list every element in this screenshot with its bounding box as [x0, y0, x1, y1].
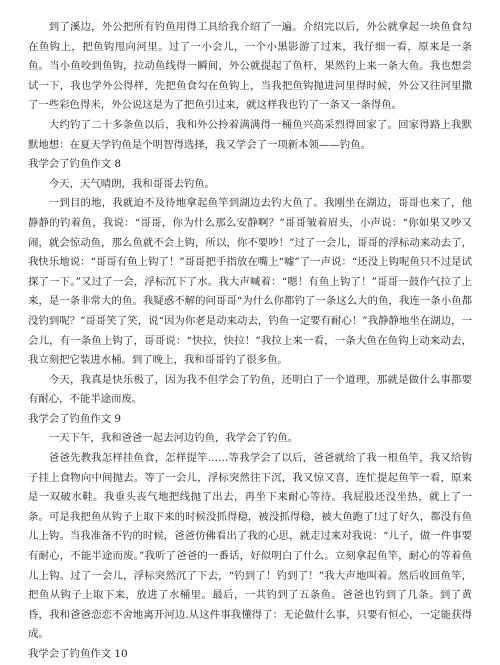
paragraph: 今天，天气晴朗，我和哥哥去钓鱼。 — [48, 177, 216, 190]
paragraph: 大约钓了二十多条鱼以后，我和外公拎着满满得一桶鱼兴高采烈得回家了。回家得路上我默默地想：在夏天学钓鱼是个明智得选择，我又学会了一项新本领——钓鱼。 — [28, 118, 472, 151]
paragraph: 爸爸先教我怎样挂鱼食，怎样提竿……等我学会了以后，爸爸就给了我一根鱼竿，我又给钩子挂上食物向中间抛去。等了一会儿，浮标突然往下沉，我又惊又喜，连忙提起鱼竿一看，原来是一双破水鞋。我垂头丧气地把线抛了出去，再坐下来耐心等待。我屁股还没坐热，就上了一条。可是我把鱼从钩子上取下来的时候没抓得稳，被没抓得稳，被大鱼跑了!过了好久，都没有鱼儿上钩。当我准备不钓的时候，爸爸仿佛看出了我的心思，就走过来对我说：“儿子，做一件事要有耐心，不能半途而废。”我听了爸爸的一番话，好似明白了什么。立刻拿起鱼竿，耐心的等着鱼儿上钩。过了一会儿，浮标突然沉了下去，“钓到了！钓到了！”我大声地叫着。然后收回鱼竿，把鱼从钩子上取下来，放进了水桶里。最后，一共钓到了五条鱼。爸爸也钓到了几条。到了黄昏，我和爸爸恋恋不舍地离开河边.从这件事我懂得了：无论做什么事，只要有恒心，一定能获得成。 — [28, 452, 472, 641]
paragraph: 到了溪边，外公把所有钓鱼用得工具给我介绍了一遍。介绍完以后，外公就拿起一块鱼食勾在鱼钩上，把鱼钩甩向河里。过了一小会儿，一个小黑影游了过来，我仔细一看，原来是一条鱼。当小鱼咬到鱼钩，拉动鱼线得一瞬间，外公就提起了鱼杆，果然钓上来一条大鱼。我也想尝试一下，我也学外公得样，先把鱼食勾在鱼钩上，当我把鱼钩抛进河里得时候，外公又往河里撒了一些彩色得米，外公说这是为了把鱼引过来，就这样我也钓了一条又一条得鱼。 — [28, 21, 472, 112]
section-heading: 我学会了钓鱼作文 8 — [28, 158, 122, 171]
paragraph: 一到目的地，我就迫不及待地拿起鱼竿到湖边去钓大鱼了。我刚坐在湖边，哥哥也来了，他静静的钓着鱼，我说：“哥哥，你为什么那么安静啊？”哥哥皱着眉头，小声说：“你如果又吵又闹，就会惊动鱼，那么鱼就不会上钩，所以，你不要吵！”过了一会儿，哥哥的浮标动来动去了，我快乐地说：“哥哥有鱼上钩了！”哥哥把手指放在嘴上“嘘”了一声说：“还没上钩呢鱼只不过是试探了一下。”又过了一会，浮标沉下了水。我大声喊着：“嗯！有鱼上钩了！”哥哥一鼓作气拉了上来，是一条非常大的鱼。我疑惑不解的问哥哥“为什么你都钓了一条这么大的鱼，我连一条小鱼都没钓到呢？”哥哥笑了笑，说“因为你老是动来动去，钓鱼一定要有耐心！”我静静地坐在湖边，一会儿，有一条鱼上钩了，哥哥说：“快拉，快拉！”我拉上来一看，一条大鱼在鱼钩上动来动去，我立刻把它装进水桶。到了晚上，我和哥哥钓了很多鱼。 — [28, 197, 472, 367]
paragraph: 今天，我真是快乐极了，因为我不但学会了钓鱼，还明白了一个道理，那就是做什么事都要有耐心，不能半途而废。 — [28, 373, 472, 406]
paragraph: 一天下午，我和爸爸一起去河边钓鱼，我学会了钓鱼。 — [48, 432, 299, 445]
section-heading: 我学会了钓鱼作文 10 — [28, 648, 128, 660]
section-heading: 我学会了钓鱼作文 9 — [28, 412, 122, 425]
